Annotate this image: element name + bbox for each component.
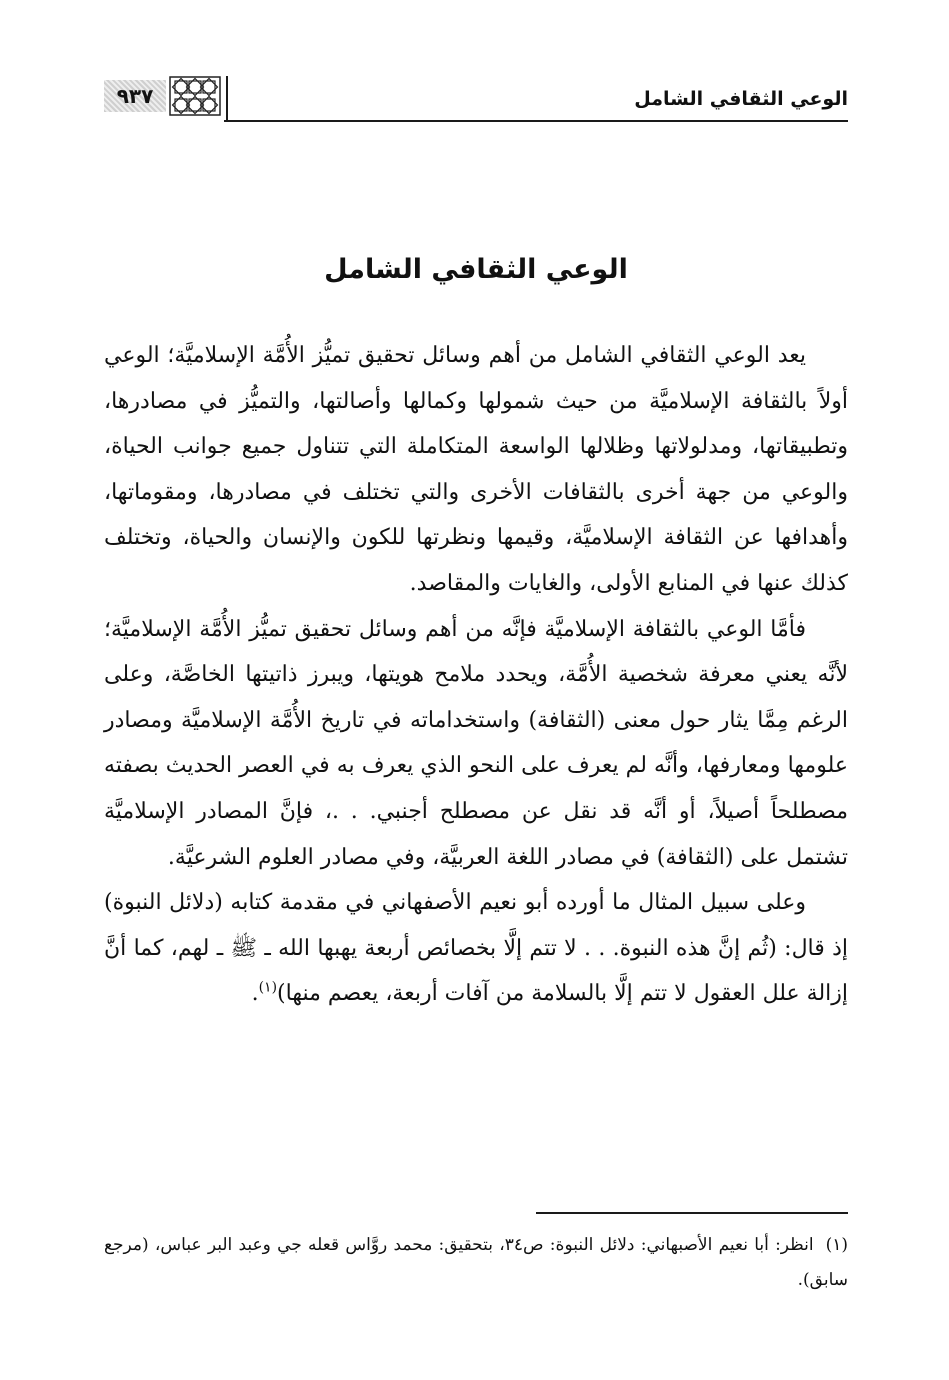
page-number: ٩٣٧: [116, 84, 154, 108]
geometric-star-ornament-icon: [169, 76, 221, 116]
footnote-number: (١): [825, 1235, 849, 1255]
footnote-rule: [536, 1212, 848, 1214]
footnote-reference[interactable]: (١): [258, 979, 278, 996]
footnote: [104, 1228, 848, 1298]
header-rule: [224, 120, 848, 122]
paragraph-1: يعد الوعي الثقافي الشامل من أهم وسائل تحقيق تميُّز الأُمَّة الإسلاميَّة؛ الوعي أولاً بالثقافة الإسلاميَّة من حيث شمولها وكمالها وأصالتها، والتميُّز في مصادرها، وتطبيقاتها، ومدلولاتها وظلالها الواسعة المتكاملة التي تتناول جميع جوانب الحياة، والوعي من جهة أخرى بالثقافات الأخرى والتي تختلف في مصادرها، ومقوماتها، وأهدافها عن الثقافة الإسلاميَّة، وقيمها ونظرتها للكون والإنسان والحياة، وتختلف كذلك عنها في المنابع الأولى، والغايات والمقاصد.: [104, 343, 848, 596]
paragraph-3-text: وعلى سبيل المثال ما أورده أبو نعيم الأصفهاني في مقدمة كتابه (دلائل النبوة) إذ قال: (ثُم إنَّ هذه النبوة. . . لا تتم إلَّا بخصائص أربعة يهبها الله ـ ﷺ ـ لهم، كما أنَّ إزالة علل العقول لا تتم إلَّا بالسلامة من آفات أربعة، يعصم منها): [104, 890, 848, 1007]
header-divider: [226, 76, 228, 122]
running-header: [104, 70, 848, 122]
paragraph-2: فأمَّا الوعي بالثقافة الإسلاميَّة فإنَّه من أهم وسائل تحقيق تميُّز الأُمَّة الإسلاميَّة؛ لأنَّه يعني معرفة شخصية الأُمَّة، ويحدد ملامح هويتها، ويبرز ذاتيتها الخاصَّة، وعلى الرغم مِمَّا يثار حول معنى (الثقافة) واستخداماته في تاريخ الأُمَّة الإسلاميَّة ومصادر علومها ومعارفها، وأنَّه لم يعرف على النحو الذي يعرف به في العصر الحديث بصفته مصطلحاً أصيلاً، أو أنَّه قد نقل عن مصطلح أجنبي. . .، فإنَّ المصادر الإسلاميَّة تشتمل على (الثقافة) في مصادر اللغة العربيَّة، وفي مصادر العلوم الشرعيَّة.: [104, 616, 848, 870]
page-number-box: [104, 80, 166, 112]
chapter-title: الوعي الثقافي الشامل: [324, 254, 628, 285]
paragraph-3: [104, 880, 848, 1017]
running-title: الوعي الثقافي الشامل: [634, 88, 848, 110]
body-text: [104, 333, 848, 1017]
paragraph-3-end: .: [251, 981, 259, 1007]
footnote-text: انظر: أبا نعيم الأصبهاني: دلائل النبوة: ص٣٤، بتحقيق: محمد روَّاس قعله جي وعبد البر عباس، (مرجع سابق).: [104, 1235, 848, 1290]
